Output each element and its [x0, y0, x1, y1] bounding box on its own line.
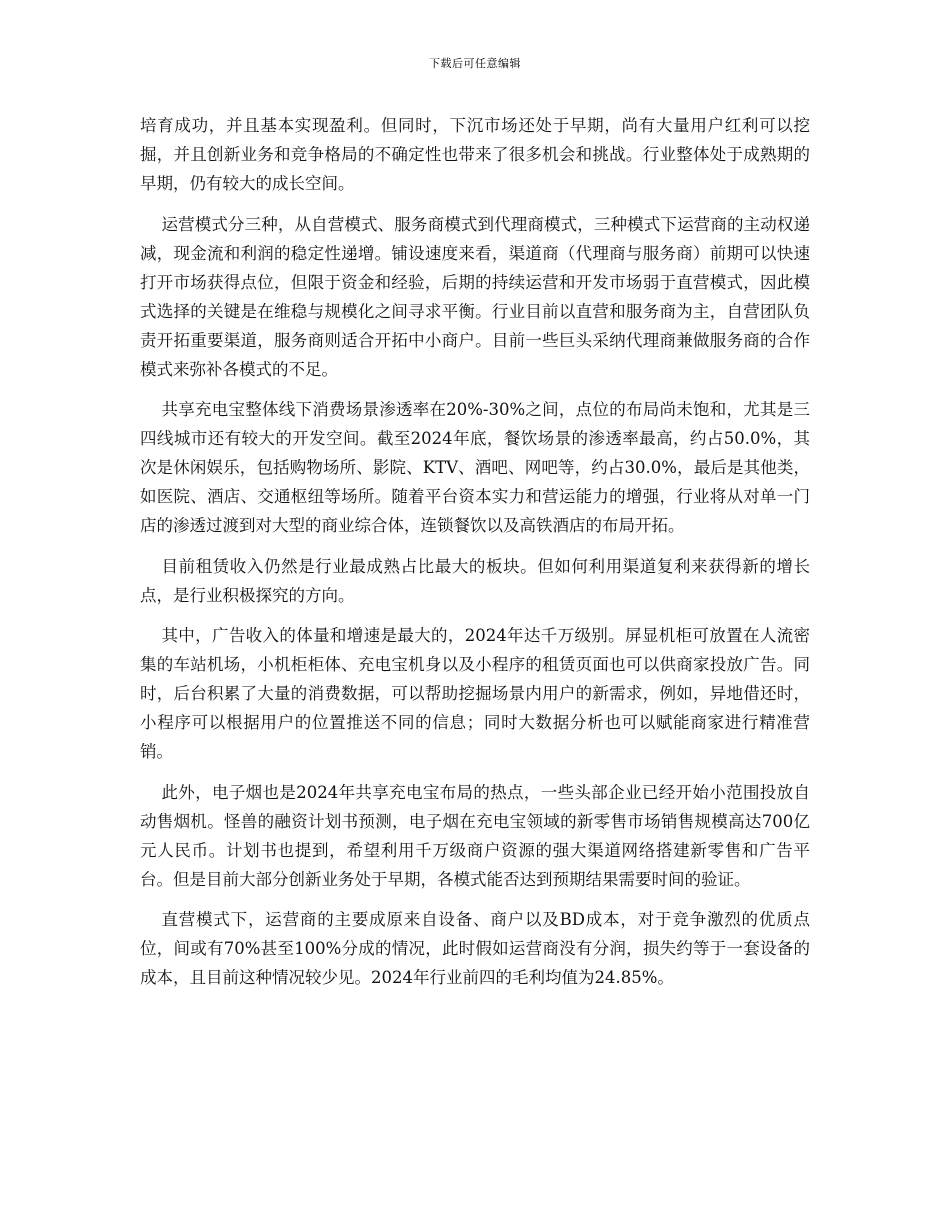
paragraph-3: 共享充电宝整体线下消费场景渗透率在20%-30%之间，点位的布局尚未饱和，尤其是三四线城市还有较大的开发空间。截至2024年底，餐饮场景的渗透率最高，约占50.0%，其次是休闲娱乐，包括购物场所、影院、KTV、酒吧、网吧等，约占30.0%，最后是其他类，如医院、酒店、交通枢纽等场所。随着平台资本实力和营运能力的增强，行业将从对单一门店的渗透过渡到对大型的商业综合体，连锁餐饮以及高铁酒店的布局开拓。 [140, 400, 810, 535]
paragraph-7: 直营模式下，运营商的主要成原来自设备、商户以及BD成本，对于竞争激烈的优质点位，间或有70%甚至100%分成的情况，此时假如运营商没有分润，损失约等于一套设备的成本，且目前这种情况较少见。2024年行业前四的毛利均值为24.85%。 [140, 910, 810, 987]
paragraph-5: 其中，广告收入的体量和增速是最大的，2024年达千万级别。屏显机柜可放置在人流密集的车站机场，小机柜柜体、充电宝机身以及小程序的租赁页面也可以供商家投放广告。同时，后台积累了大量的消费数据，可以帮助挖掘场景内用户的新需求，例如，异地借还时，小程序可以根据用户的位置推送不同的信息；同时大数据分析也可以赋能商家进行精准营销。 [140, 626, 810, 761]
paragraph-1: 培育成功，并且基本实现盈利。但同时，下沉市场还处于早期，尚有大量用户红利可以挖掘，并且创新业务和竞争格局的不确定性也带来了很多机会和挑战。行业整体处于成熟期的早期，仍有较大的成长空间。 [140, 116, 810, 193]
paragraph-6: 此外，电子烟也是2024年共享充电宝布局的热点，一些头部企业已经开始小范围投放自动售烟机。怪兽的融资计划书预测，电子烟在充电宝领域的新零售市场销售规模高达700亿元人民币。计划书也提到，希望利用千万级商户资源的强大渠道网络搭建新零售和广告平台。但是目前大部分创新业务处于早期，各模式能否达到预期结果需要时间的验证。 [140, 782, 810, 889]
paragraph-2: 运营模式分三种，从自营模式、服务商模式到代理商模式，三种模式下运营商的主动权递减，现金流和利润的稳定性递增。铺设速度来看，渠道商（代理商与服务商）前期可以快速打开市场获得点位，但限于资金和经验，后期的持续运营和开发市场弱于直营模式，因此模式选择的关键是在维稳与规模化之间寻求平衡。行业目前以直营和服务商为主，自营团队负责开拓重要渠道，服务商则适合开拓中小商户。目前一些巨头采纳代理商兼做服务商的合作模式来弥补各模式的不足。 [140, 214, 810, 379]
document-body [140, 111, 810, 1004]
paragraph-4: 目前租赁收入仍然是行业最成熟占比最大的板块。但如何利用渠道复利来获得新的增长点，是行业积极探究的方向。 [140, 556, 810, 605]
page-header: 下载后可任意编辑 [429, 57, 521, 70]
